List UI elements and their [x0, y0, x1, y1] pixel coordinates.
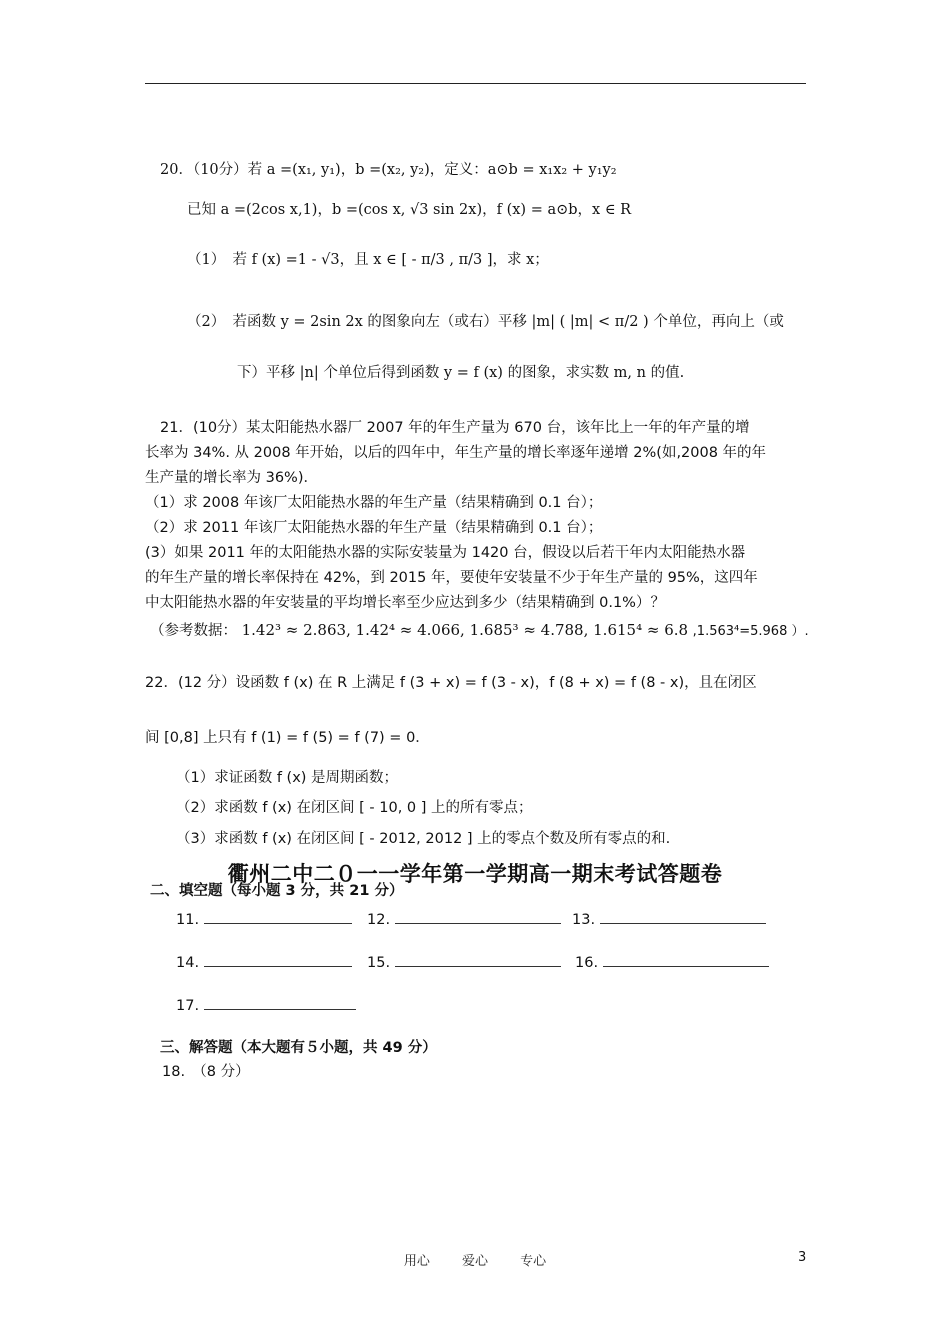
blank-17-line[interactable] [204, 995, 356, 1010]
q21-part1: （1）求 2008 年该厂太阳能热水器的年生产量（结果精确到 0.1 台）； [145, 495, 603, 511]
blank-14-label: 14. [176, 955, 200, 971]
q22-part3: （3）求函数 f (x) 在闭区间 [ - 2012, 2012 ] 上的零点个数及所有零点的和. [176, 831, 671, 847]
q22-line2: 间 [0,8] 上只有 f (1) = f (5) = f (7) = 0． [145, 730, 430, 746]
blank-11-label: 11. [176, 912, 200, 928]
page-footer [0, 1250, 950, 1269]
q21-reference [150, 620, 809, 642]
section3-heading: 三、解答题（本大题有５小题，共 49 分） [160, 1040, 437, 1056]
q20-part2b: 下）平移 |n| 个单位后得到函数 y = f (x) 的图象，求实数 m, n 的值. [237, 365, 685, 381]
answer-sheet-title: 衢州二中二０一一学年第一学期高一期末考试答题卷 [227, 862, 723, 886]
blank-15-line[interactable] [395, 952, 561, 967]
blank-12 [367, 909, 561, 930]
blank-12-label: 12. [367, 912, 391, 928]
q18-label: 18. （8 分） [162, 1064, 250, 1080]
q21-part3b: 的年生产量的增长率保持在 42%，到 2015 年，要使年安装量不少于年生产量的 95%，这四年 [145, 570, 758, 586]
q21-part2: （2）求 2011 年该厂太阳能热水器的年生产量（结果精确到 0.1 台）； [145, 520, 603, 536]
q21-part3c: 中太阳能热水器的年安装量的平均增长率至少应达到多少（结果精确到 0.1%）？ [145, 595, 665, 611]
blank-17-label: 17. [176, 998, 200, 1014]
header-rule [145, 83, 806, 84]
q21-ref-math: 1.42³ ≈ 2.863, 1.42⁴ ≈ 4.066, 1.685³ ≈ 4.788, 1.615⁴ ≈ 6.8 [241, 621, 689, 639]
q22-part1: （1）求证函数 f (x) 是周期函数； [176, 770, 399, 786]
q20-line2: 已知 a =(2cos x,1)，b =(cos x, √3 sin 2x)，f (x) = a⊙b，x ∈ R [187, 202, 632, 218]
blank-13-label: 13. [572, 912, 596, 928]
q21-line1: 21．(10分）某太阳能热水器厂 2007 年的年生产量为 670 台，该年比上一年的年产量的增 [160, 420, 750, 436]
blank-15-label: 15. [367, 955, 391, 971]
q21-part3a: (3）如果 2011 年的太阳能热水器的实际安装量为 1420 台，假设以后若干年内太阳能热水器 [145, 545, 746, 561]
blank-11-line[interactable] [204, 909, 352, 924]
blank-11 [176, 909, 352, 930]
blank-16 [575, 952, 769, 973]
blank-16-line[interactable] [603, 952, 769, 967]
q22-part2: （2）求函数 f (x) 在闭区间 [ - 10, 0 ] 上的所有零点； [176, 800, 533, 816]
blank-12-line[interactable] [395, 909, 561, 924]
blank-14 [176, 952, 352, 973]
blank-14-line[interactable] [204, 952, 352, 967]
blank-16-label: 16. [575, 955, 599, 971]
blank-13 [572, 909, 766, 930]
q22-line1: 22．(12 分）设函数 f (x) 在 R 上满足 f (3 + x) = f (3 - x)，f (8 + x) = f (8 - x)，且在闭区 [145, 675, 757, 691]
q21-line3: 生产量的增长率为 36%)． [145, 470, 318, 486]
footer-item-2: 爱心 [461, 1254, 488, 1269]
footer-item-1: 用心 [403, 1254, 430, 1269]
section2-heading: 二、填空题（每小题 3 分，共 21 分） [150, 883, 404, 899]
q20-part2a: （2） 若函数 y = 2sin 2x 的图象向左（或右）平移 |m| ( |m| < π/2 ) 个单位，再向上（或 [187, 314, 784, 330]
blank-15 [367, 952, 561, 973]
q21-line2: 长率为 34%. 从 2008 年开始，以后的四年中，年生产量的增长率逐年递增 2%(如,2008 年的年 [145, 445, 767, 461]
q21-ref-label: （参考数据： [150, 623, 237, 639]
q21-ref-tail: ,1.563⁴=5.968 ）. [692, 624, 809, 639]
blank-13-line[interactable] [600, 909, 766, 924]
footer-item-3: 专心 [520, 1254, 547, 1269]
q20-part1: （1） 若 f (x) =1 - √3，且 x ∈ [ - π/3 , π/3 ]，求 x； [187, 252, 549, 268]
page-number: 3 [798, 1250, 807, 1265]
q20-line1: 20．（10分）若 a =(x₁, y₁)，b =(x₂, y₂)，定义：a⊙b = x₁x₂ + y₁y₂ [160, 162, 617, 178]
blank-17 [176, 995, 356, 1016]
